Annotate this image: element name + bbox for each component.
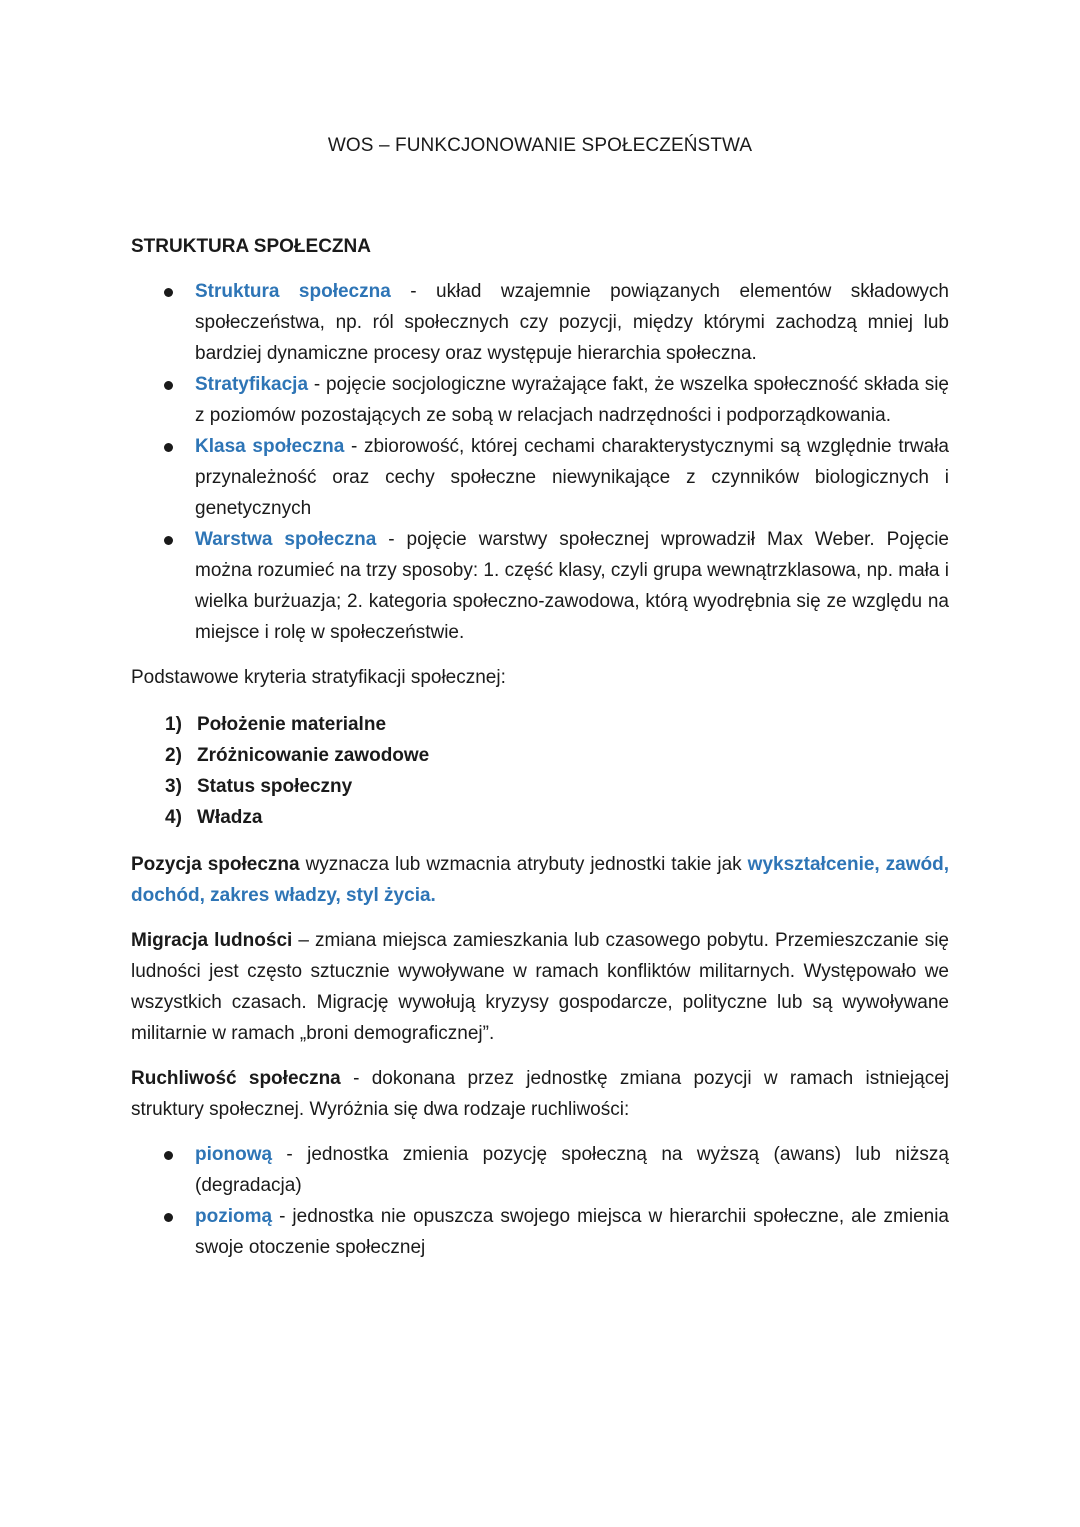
list-item [195,431,949,524]
term-label: Klasa społeczna [195,436,345,457]
term-label: Struktura społeczna [195,281,391,302]
list-item [195,1139,949,1201]
bullet-icon [164,536,173,545]
term-label: poziomą [195,1206,273,1227]
term-label: Migracja ludności [131,930,293,951]
bullet-icon [164,288,173,297]
definition-text: - jednostka zmienia pozycję społeczną na wyższą (awans) lub niższą (degradacja) [195,1144,949,1196]
item-label: Położenie materialne [197,714,387,735]
bullet-icon [164,443,173,452]
bullet-icon [164,381,173,390]
term-label: Ruchliwość społeczna [131,1068,341,1089]
paragraph-text: wyznacza lub wzmacnia atrybuty jednostki takie jak [299,854,748,875]
definition-text: - pojęcie warstwy społecznej wprowadził Max Weber. Pojęcie można rozumieć na trzy sposoby: 1. część klasy, czyli grupa wewnątrzklasowa, np. mała i wielka burżuazja; 2. kategoria społeczno-zawodowa, którą wyodrębnia się ze względu na miejsce i rolę w społeczeństwie. [195,529,949,643]
document-title: WOS – FUNKCJONOWANIE SPOŁECZEŃSTWA [327,135,753,156]
term-label: Stratyfikacja [195,374,309,395]
item-label: Władza [197,807,263,828]
paragraph-text: – zmiana miejsca zamieszkania lub czasowego pobytu. Przemieszczanie się ludności jest często sztucznie wywoływane w ramach konfliktów militarnych. Występowało we wszystkich czasach. Migrację wywołują kryzysy gospodarcze, polityczne lub są wywoływane militarnie w ramach „broni demograficznej”. [131,930,949,1044]
criteria-intro: Podstawowe kryteria stratyfikacji społecznej: [131,667,506,688]
item-number: 3) [165,776,182,797]
definitions-list [131,276,949,648]
item-number: 1) [165,714,182,735]
term-label: pionową [195,1144,273,1165]
list-item [165,771,949,802]
mobility-types-list [131,1139,949,1263]
item-label: Status społeczny [197,776,353,797]
item-number: 4) [165,807,182,828]
list-item [195,524,949,648]
definition-text: - pojęcie socjologiczne wyrażające fakt, że wszelka społeczność składa się z poziomów pozostających ze sobą w relacjach nadrzędności i podporządkowania. [195,374,949,426]
term-label: Warstwa społeczna [195,529,377,550]
definition-text: - zbiorowość, której cechami charakterystycznymi są względnie trwała przynależność oraz cechy społeczne niewynikające z czynników biologicznych i genetycznych [195,436,949,519]
mobility-paragraph [131,1063,949,1125]
list-item [165,740,949,771]
highlight-text: wykształcenie, zawód, dochód, zakres władzy, styl życia. [131,854,950,906]
list-item [195,1201,949,1263]
bullet-icon [164,1151,173,1160]
section-heading: STRUKTURA SPOŁECZNA [131,236,371,257]
list-item [195,369,949,431]
position-paragraph [131,849,949,911]
item-label: Zróżnicowanie zawodowe [197,745,430,766]
definition-text: - jednostka nie opuszcza swojego miejsca w hierarchii społeczne, ale zmienia swoje otoczenie społecznej [195,1206,949,1258]
bullet-icon [164,1213,173,1222]
list-item [165,802,949,833]
list-item [195,276,949,369]
migration-paragraph [131,925,949,1049]
term-label: Pozycja społeczna [131,854,300,875]
list-item [165,709,949,740]
criteria-list [131,709,949,833]
paragraph-text: - dokonana przez jednostkę zmiana pozycji w ramach istniejącej struktury społecznej. Wyróżnia się dwa rodzaje ruchliwości: [131,1068,949,1120]
definition-text: - układ wzajemnie powiązanych elementów składowych społeczeństwa, np. ról społecznych czy pozycji, między którymi zachodzą mniej lub bardziej dynamiczne procesy oraz występuje hierarchia społeczna. [195,281,949,364]
item-number: 2) [165,745,182,766]
